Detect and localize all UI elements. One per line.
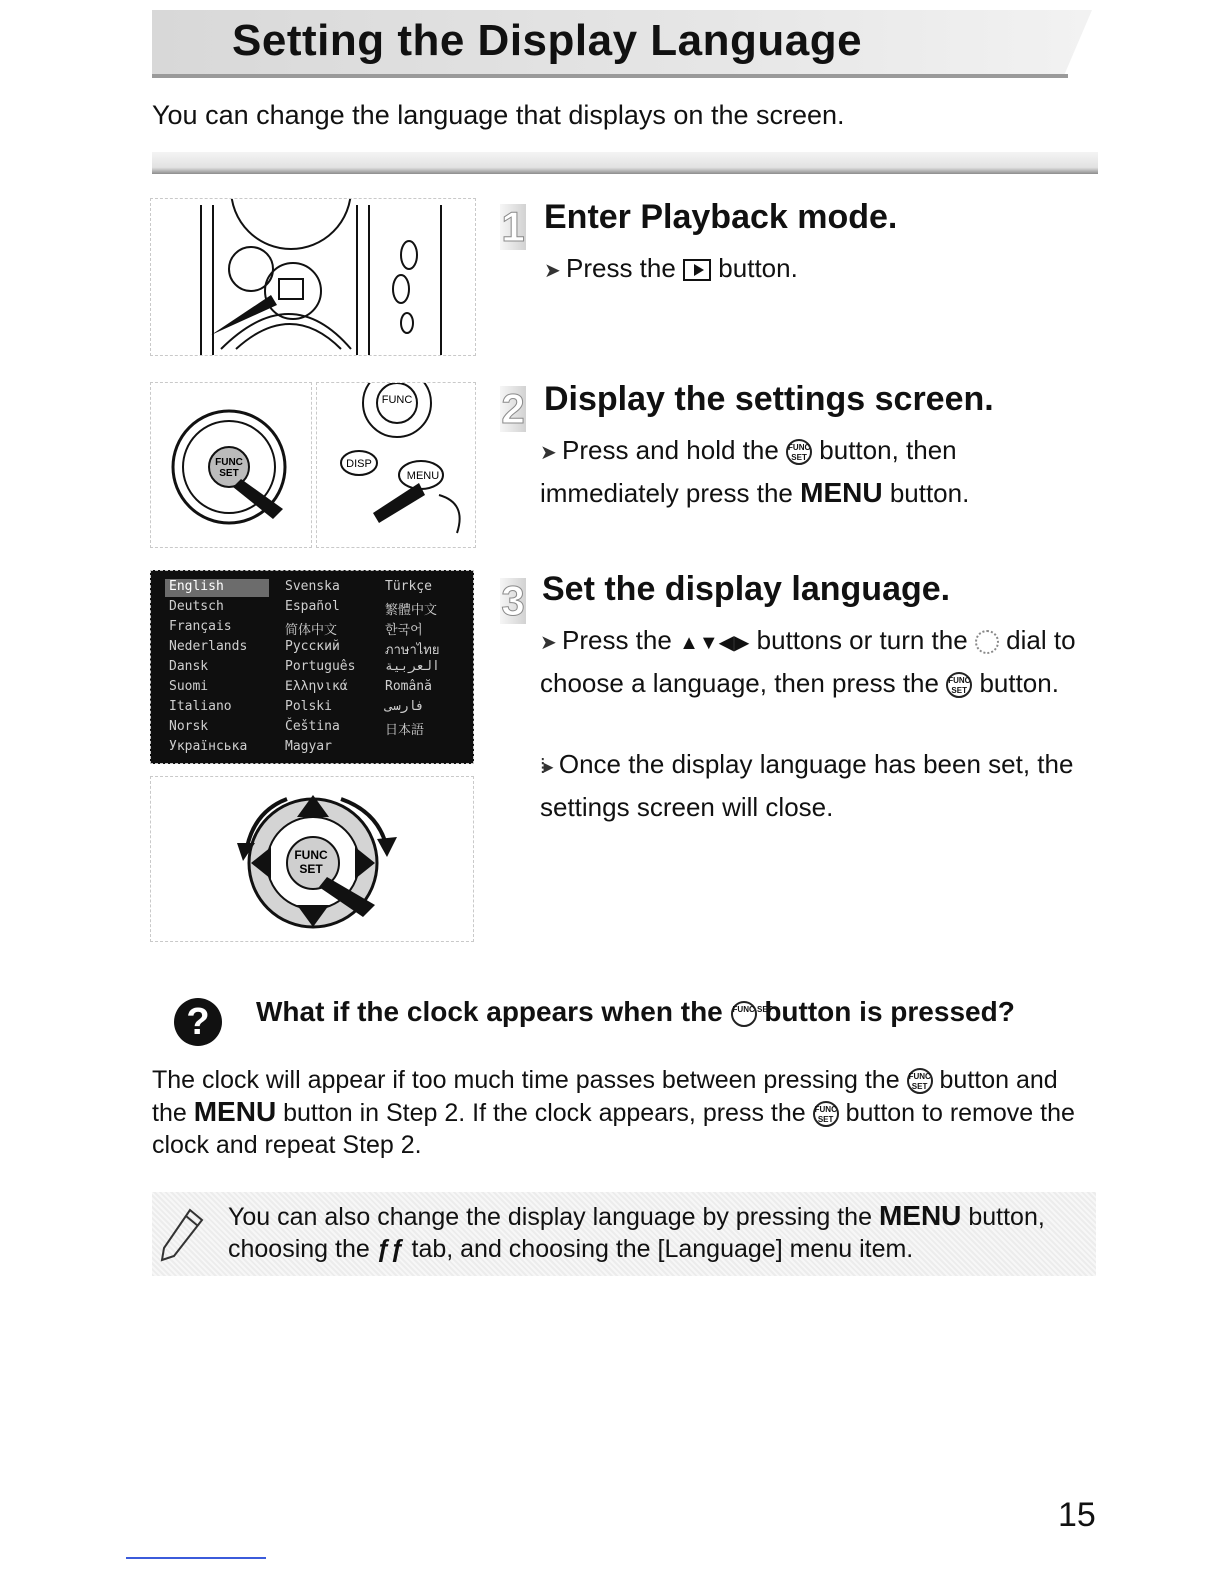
language-option: Polski (285, 699, 332, 714)
step-marker-icon: ➤ (540, 632, 555, 654)
language-option: 繁體中文 (385, 603, 438, 618)
arrow-buttons-icon: ▲▼◀▶ (679, 632, 750, 654)
func-set-icon: FUNC SET (786, 439, 812, 465)
note-text (228, 1200, 1094, 1265)
step-3-result (540, 744, 1092, 827)
language-option: Nederlands (169, 639, 248, 654)
language-option: 한국어 (385, 623, 423, 638)
step-number-3: 3 (501, 577, 525, 624)
step-3-title: Set the display language. (542, 570, 951, 608)
faq-question-b: button is pressed? (764, 996, 1015, 1027)
language-option: Ελληνικά (285, 679, 348, 694)
step-2-text-b: button, then immediately press the (540, 435, 957, 508)
step-marker-icon: ➤ (544, 260, 559, 282)
faq-body-c: button in Step 2. If the clock appears, press the (283, 1099, 806, 1127)
menu-button-illustration (317, 383, 475, 547)
intro-text: You can change the language that displays on the screen. (152, 100, 845, 130)
language-option: Svenska (285, 579, 340, 594)
step-3-result-text: Once the display language has been set, the settings screen will close. (540, 749, 1074, 822)
func-set-icon: FUNC SET (731, 1001, 757, 1027)
faq-body-a: The clock will appear if too much time passes between pressing the (152, 1066, 900, 1094)
step-3-text-a: Press the (562, 625, 672, 655)
language-option: العربية (385, 659, 440, 674)
faq-question (256, 996, 1015, 1028)
language-option: Українська (169, 739, 248, 754)
svg-text:MENU: MENU (406, 470, 440, 482)
language-option: Čeština (285, 719, 340, 734)
language-option: Français (169, 619, 232, 634)
step-2-instruction (540, 430, 1080, 513)
step-3-text-b: buttons or turn the (756, 625, 968, 655)
step-3-text-c: dial to choose a language, then press the (540, 625, 1076, 698)
step-1-instruction (544, 248, 798, 291)
step-1-title: Enter Playback mode. (544, 198, 898, 236)
playback-icon (683, 259, 711, 281)
step-2-title: Display the settings screen. (544, 380, 994, 418)
faq-question-a: What if the clock appears when the (256, 996, 723, 1027)
func-set-icon: FUNC SET (907, 1068, 933, 1094)
step-marker-icon: ➤ (540, 442, 555, 464)
step-1-text-a: Press the (566, 253, 676, 283)
language-option: Norsk (169, 719, 209, 734)
language-option: Magyar (285, 739, 332, 754)
svg-text:SET: SET (219, 468, 239, 479)
language-selection-screen (150, 570, 474, 764)
language-option: Italiano (169, 699, 232, 714)
language-option: Türkçe (385, 579, 432, 594)
faq-answer (152, 1064, 1082, 1161)
func-set-icon: FUNC SET (946, 672, 972, 698)
section-divider (152, 152, 1098, 174)
language-option: Español (285, 599, 340, 614)
step-1-text-b: button. (718, 253, 798, 283)
language-option: ภาษาไทย (385, 643, 440, 658)
note-text-c: tab, and choosing the [Language] menu item. (411, 1235, 914, 1263)
menu-word: MENU (800, 477, 883, 508)
step-2-text-c: button. (889, 478, 970, 508)
footer-rule (126, 1557, 266, 1559)
step-number-2: 2 (501, 385, 525, 432)
menu-word: MENU (193, 1096, 277, 1127)
page-number: 15 (1058, 1496, 1096, 1534)
control-dial-illustration (151, 777, 473, 941)
step-2-text-a: Press and hold the (562, 435, 779, 465)
svg-text:FUNC: FUNC (294, 848, 328, 862)
setup-tab-icon: ƒƒ (376, 1235, 405, 1263)
note-text-b: button, choosing the (228, 1203, 1045, 1263)
control-dial-icon (975, 630, 999, 654)
svg-text:SET: SET (299, 862, 323, 876)
language-option: Deutsch (169, 599, 224, 614)
figure-func-set-button (150, 382, 312, 548)
language-option: 日本語 (385, 723, 425, 738)
result-marker-icon: ⁞▸ (540, 756, 552, 778)
note-text-a: You can also change the display language by pressing the (228, 1203, 872, 1231)
faq-body-b: button and the (152, 1066, 1058, 1127)
faq-body-d: button to remove the clock and repeat Step 2. (152, 1099, 1075, 1159)
step-3-instruction (540, 620, 1092, 703)
language-option: English (169, 579, 224, 594)
title-underline (152, 74, 1068, 78)
language-option: Português (285, 659, 356, 674)
language-option: فارسی (385, 699, 425, 714)
figure-menu-button (316, 382, 476, 548)
language-option: 简体中文 (285, 623, 338, 638)
camera-back-illustration (151, 199, 475, 355)
menu-word: MENU (878, 1200, 962, 1231)
figure-control-dial (150, 776, 474, 942)
language-option: Русский (285, 639, 340, 654)
func-set-dial-illustration (151, 383, 311, 547)
figure-playback-button (150, 198, 476, 356)
pencil-icon (160, 1206, 206, 1262)
svg-text:FUNC: FUNC (381, 394, 413, 406)
svg-text:DISP: DISP (346, 458, 372, 470)
language-option: Română (385, 679, 432, 694)
page-title: Setting the Display Language (232, 16, 863, 65)
question-icon: ? (174, 998, 222, 1046)
language-option: Dansk (169, 659, 209, 674)
step-3-text-d: button. (979, 668, 1059, 698)
step-number-1: 1 (501, 203, 525, 250)
svg-text:FUNC: FUNC (215, 457, 243, 468)
func-set-icon: FUNC SET (813, 1101, 839, 1127)
language-option: Suomi (169, 679, 209, 694)
